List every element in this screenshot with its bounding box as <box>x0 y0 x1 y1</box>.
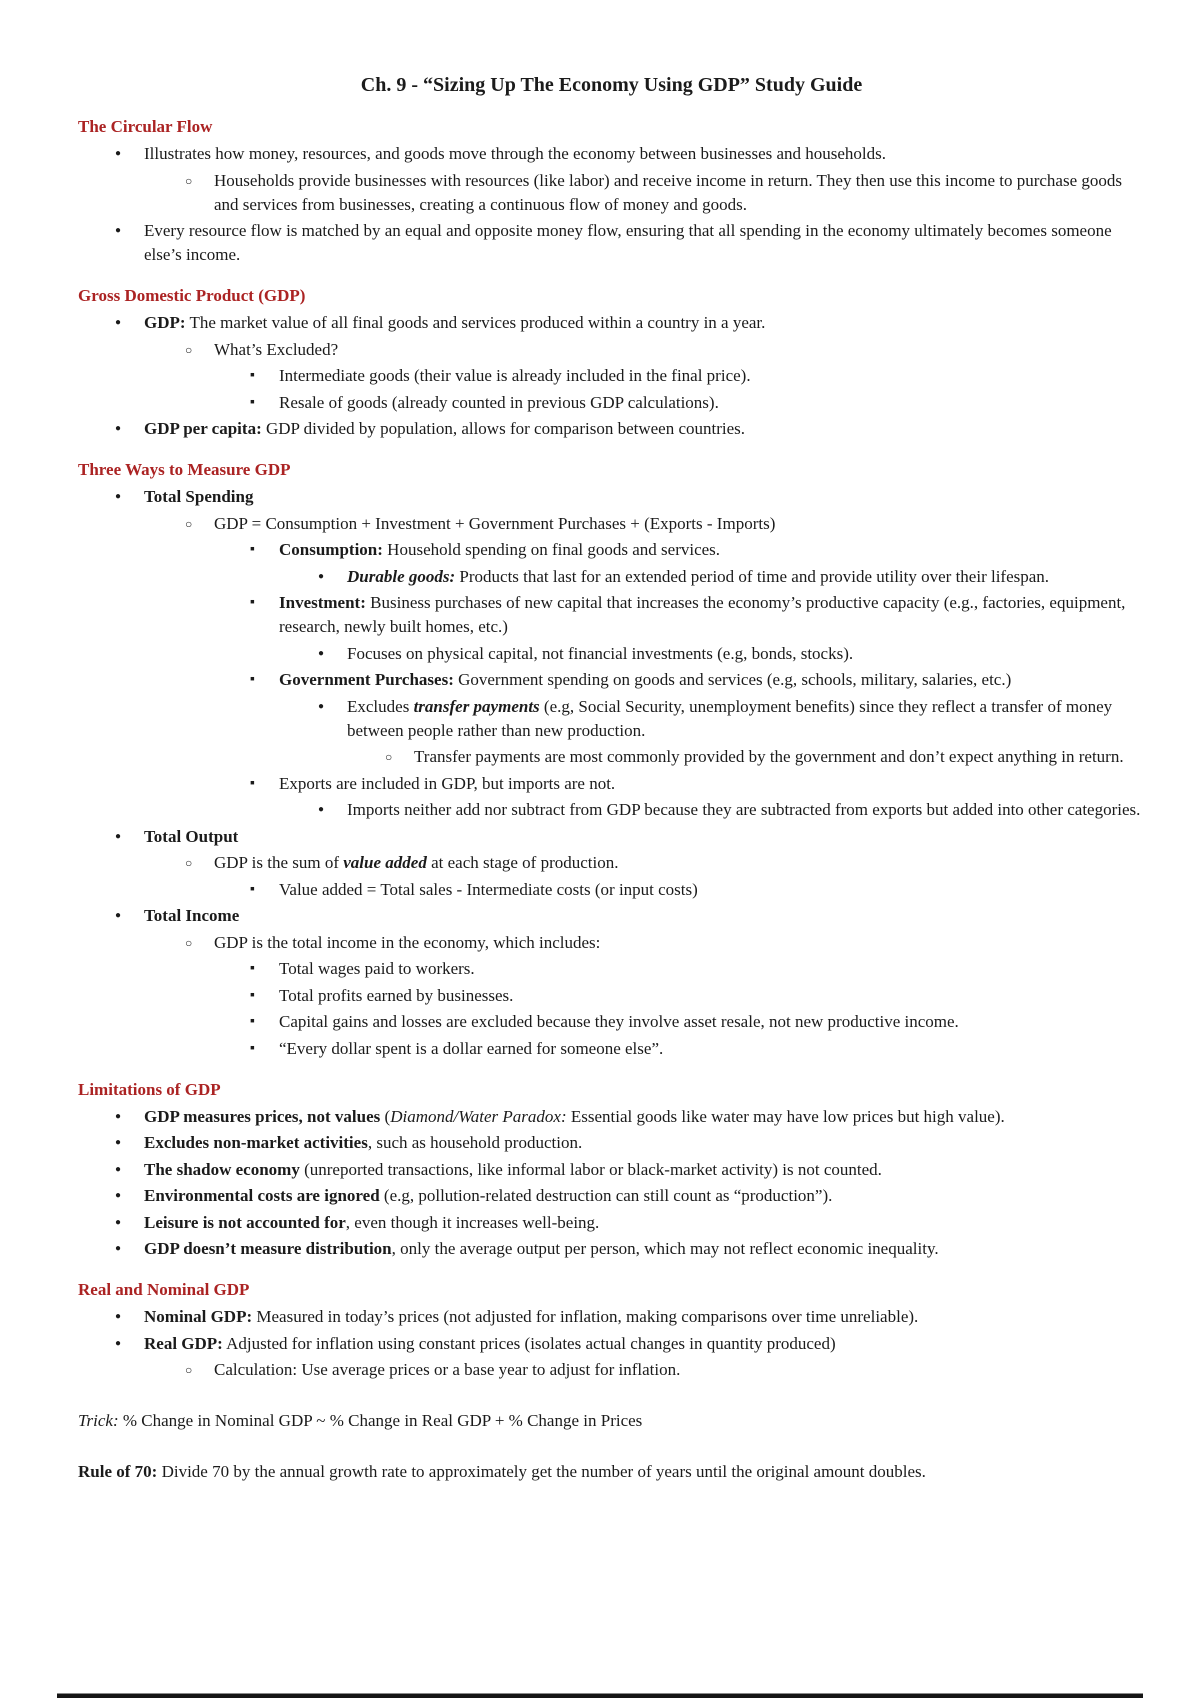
text-segment: Measured in today’s prices (not adjusted for inflation, making comparisons over time unreliable). <box>252 1307 919 1326</box>
list-item <box>250 957 1145 981</box>
list-item-text <box>144 1237 1145 1261</box>
list-item <box>115 1237 1145 1261</box>
list-item <box>250 364 1145 388</box>
list-item-text <box>144 825 1145 849</box>
text-segment: at each stage of production. <box>426 853 619 872</box>
text-segment: The shadow economy <box>144 1159 300 1179</box>
section-heading: Limitations of GDP <box>78 1079 221 1099</box>
list-item-text <box>279 772 1145 796</box>
text-segment: The market value of all final goods and services produced within a country in a year. <box>185 313 766 332</box>
list-item-text <box>144 1305 1145 1329</box>
text-segment: , only the average output per person, which may not reflect economic inequality. <box>391 1239 939 1258</box>
bullet-disc-icon: ● <box>115 148 122 159</box>
text-segment: Total Spending <box>144 487 254 506</box>
text-segment: ( <box>380 1106 391 1126</box>
text-segment: GDP doesn’t measure distribution <box>144 1239 392 1258</box>
document-title: Ch. 9 - “Sizing Up The Economy Using GDP” Study Guide <box>360 74 863 96</box>
text-segment: Value added = Total sales - Intermediate costs (or input costs) <box>279 879 698 899</box>
bullet-square-icon: ▪ <box>250 368 255 383</box>
list-item <box>250 391 1145 415</box>
bullet-square-icon: ▪ <box>250 961 255 976</box>
list-item <box>318 798 1145 822</box>
list-item <box>250 878 1145 902</box>
text-segment: Excludes non-market activities <box>144 1133 368 1152</box>
section-heading: The Circular Flow <box>78 117 213 136</box>
text-segment: Environmental costs are ignored <box>144 1186 380 1205</box>
list-item <box>115 1184 1145 1208</box>
text-segment: Leisure is not accounted for <box>144 1212 346 1232</box>
document-sections <box>78 115 1145 1382</box>
list-item <box>250 538 1145 562</box>
text-segment: value added <box>343 853 427 872</box>
text-segment: (unreported transactions, like informal labor or black-market activity) is not counted. <box>299 1159 882 1179</box>
bullet-square-icon: ▪ <box>250 1014 255 1029</box>
list-item-text <box>279 1010 1145 1034</box>
list-item <box>185 931 1145 955</box>
bullet-square-icon: ▪ <box>250 542 255 557</box>
list-item-text <box>144 1105 1145 1129</box>
bullet-disc-icon: ● <box>115 1243 122 1254</box>
list-item-text <box>279 391 1145 415</box>
list-item-text <box>347 695 1145 743</box>
bullet-circle-icon: ○ <box>385 750 393 764</box>
bullet-disc-icon: ● <box>115 1110 122 1122</box>
bottom-divider-bar <box>57 1693 1143 1698</box>
text-segment: GDP measures prices, not values <box>144 1106 381 1126</box>
section-heading: Three Ways to Measure GDP <box>78 460 291 479</box>
list-item <box>115 1332 1145 1356</box>
list-item-text <box>144 311 1145 335</box>
list-item <box>115 1211 1145 1235</box>
text-segment: Investment: <box>279 593 366 612</box>
text-segment: Total Income <box>144 906 240 925</box>
bullet-square-icon: ▪ <box>250 672 255 687</box>
list-item-text <box>279 591 1145 639</box>
bullet-circle-icon: ○ <box>185 173 193 188</box>
bullet-disc-icon: ● <box>115 225 122 236</box>
bullet-square-icon: ▪ <box>250 394 255 410</box>
text-segment: Capital gains and losses are excluded because they involve asset resale, not new productive income. <box>279 1012 959 1031</box>
text-segment: Consumption: <box>279 540 383 559</box>
list-item <box>115 142 1145 166</box>
list-item <box>115 417 1145 441</box>
text-segment: Business purchases of new capital that increases the economy’s productive capacity (e.g., factories, equipment, research, newly built homes, etc.) <box>279 593 1126 636</box>
list-item-text <box>144 1184 1145 1208</box>
text-segment: Durable goods: <box>347 566 456 586</box>
list-item-text <box>347 798 1145 822</box>
text-segment: Government spending on goods and services (e.g, schools, military, salaries, etc.) <box>453 670 1012 689</box>
list-item-text <box>214 1358 1145 1382</box>
list-item-text <box>279 668 1145 692</box>
text-segment: Intermediate goods (their value is already included in the final price). <box>279 366 751 385</box>
list-item <box>115 825 1145 849</box>
text-segment: Calculation: Use average prices or a base year to adjust for inflation. <box>214 1360 681 1379</box>
list-item <box>115 219 1145 267</box>
text-segment: Imports neither add nor subtract from GDP because they are subtracted from exports but added into other categories. <box>347 800 1141 819</box>
list-item <box>185 338 1145 362</box>
list-item-text <box>144 1158 1145 1182</box>
text-segment: Divide 70 by the annual growth rate to approximately get the number of years until the original amount doubles. <box>157 1462 926 1481</box>
bullet-disc-icon: ● <box>115 1216 122 1228</box>
text-segment: Total profits earned by businesses. <box>279 985 514 1005</box>
bullet-disc-icon: ● <box>115 830 122 842</box>
bullet-disc-icon: ● <box>115 910 122 921</box>
bullet-circle-icon: ○ <box>185 516 193 531</box>
text-segment: Nominal GDP: <box>144 1307 253 1326</box>
text-segment: Rule of 70: <box>78 1462 158 1481</box>
text-segment: , such as household production. <box>367 1133 583 1152</box>
list-item <box>115 1158 1145 1182</box>
list-item-text <box>279 364 1145 388</box>
text-segment: Focuses on physical capital, not financial investments (e.g, bonds, stocks). <box>347 643 854 663</box>
list-item-text <box>214 338 1145 362</box>
list-item-text <box>144 904 1145 928</box>
bullet-disc-icon: ● <box>318 647 325 659</box>
list-item <box>115 311 1145 335</box>
bullet-disc-icon: ● <box>115 423 122 434</box>
document-footnotes <box>78 1409 1145 1484</box>
list-item-text <box>144 1211 1145 1235</box>
text-segment: GDP is the sum of <box>214 853 344 872</box>
list-item <box>250 1037 1145 1061</box>
list-item-text <box>279 538 1145 562</box>
list-item-text <box>144 219 1145 267</box>
list-item-text <box>144 417 1145 441</box>
bullet-disc-icon: ● <box>115 1337 122 1349</box>
text-segment: What’s Excluded? <box>214 339 339 359</box>
list-item <box>115 904 1145 928</box>
bullet-circle-icon: ○ <box>185 1363 193 1377</box>
list-item <box>318 565 1145 589</box>
bullet-disc-icon: ● <box>115 1190 122 1201</box>
text-segment: GDP is the total income in the economy, which includes: <box>214 932 601 952</box>
text-segment: (e.g, Social Security, unemployment benefits) since they reflect a transfer of money between people rather than new production. <box>347 696 1113 740</box>
list-item <box>385 745 1145 769</box>
list-item <box>115 1105 1145 1129</box>
list-item-text <box>144 485 1145 509</box>
text-segment: Transfer payments are most commonly provided by the government and don’t expect anything in return. <box>414 747 1124 766</box>
bullet-disc-icon: ● <box>115 1311 122 1322</box>
list-item-text <box>144 142 1145 166</box>
list-item <box>185 169 1145 217</box>
list-item-text <box>144 1131 1145 1155</box>
list-item <box>318 642 1145 666</box>
text-segment: Real GDP: <box>144 1333 223 1353</box>
text-segment: GDP divided by population, allows for comparison between countries. <box>261 419 746 438</box>
list-item <box>185 1358 1145 1382</box>
list-item-text <box>279 1037 1145 1061</box>
text-segment: Household spending on final goods and services. <box>382 540 721 559</box>
text-segment: GDP per capita: <box>144 419 262 438</box>
list-item-text <box>214 169 1145 217</box>
list-item <box>318 695 1145 743</box>
bullet-circle-icon: ○ <box>185 935 193 950</box>
text-segment: Every resource flow is matched by an equal and opposite money flow, ensuring that all spending in the economy ultimately becomes someone else’s income. <box>144 221 1112 264</box>
text-segment: % Change in Nominal GDP ~ % Change in Real GDP + % Change in Prices <box>118 1411 643 1430</box>
bullet-square-icon: ▪ <box>250 1040 255 1056</box>
bullet-square-icon: ▪ <box>250 881 255 897</box>
bullet-square-icon: ▪ <box>250 775 255 791</box>
list-item-text <box>414 745 1145 769</box>
bullet-disc-icon: ● <box>115 1163 122 1175</box>
bullet-square-icon: ▪ <box>250 595 255 610</box>
text-segment: Total wages paid to workers. <box>279 959 475 978</box>
list-item <box>250 591 1145 639</box>
text-segment: , even though it increases well-being. <box>345 1212 600 1232</box>
list-item <box>185 851 1145 875</box>
text-segment: transfer payments <box>413 696 540 716</box>
text-segment: Diamond/Water Paradox: <box>390 1106 567 1126</box>
section-heading: Real and Nominal GDP <box>78 1280 250 1299</box>
list-item-text <box>144 1332 1145 1356</box>
footnote-paragraph <box>78 1409 1145 1433</box>
text-segment: Resale of goods (already counted in previous GDP calculations). <box>279 392 719 412</box>
text-segment: (e.g, pollution-related destruction can still count as “production”). <box>379 1186 833 1205</box>
text-segment: Trick: <box>78 1411 119 1430</box>
list-item <box>115 485 1145 509</box>
list-item-text <box>347 565 1145 589</box>
list-item <box>250 668 1145 692</box>
list-item-text <box>279 957 1145 981</box>
text-segment: Illustrates how money, resources, and goods move through the economy between businesses and households. <box>144 144 887 163</box>
bullet-disc-icon: ● <box>318 700 325 712</box>
bullet-square-icon: ▪ <box>250 987 255 1003</box>
list-item <box>185 512 1145 536</box>
list-item <box>115 1131 1145 1155</box>
text-segment: Adjusted for inflation using constant prices (isolates actual changes in quantity produced) <box>222 1333 836 1353</box>
text-segment: “Every dollar spent is a dollar earned for someone else”. <box>279 1038 664 1058</box>
text-segment: Households provide businesses with resources (like labor) and receive income in return. They then use this income to purchase goods and services from businesses, creating a continuous flow of money and goods. <box>214 170 1123 214</box>
list-item-text <box>347 642 1145 666</box>
list-item-text <box>279 878 1145 902</box>
section-heading: Gross Domestic Product (GDP) <box>78 286 306 305</box>
text-segment: GDP: <box>144 313 186 332</box>
list-item-text <box>214 931 1145 955</box>
list-item <box>250 984 1145 1008</box>
bullet-circle-icon: ○ <box>185 342 193 357</box>
bullet-circle-icon: ○ <box>185 856 193 870</box>
text-segment: Excludes <box>347 696 414 716</box>
text-segment: Exports are included in GDP, but imports are not. <box>279 773 616 793</box>
list-item-text <box>279 984 1145 1008</box>
bullet-disc-icon: ● <box>318 804 325 815</box>
text-segment: Total Output <box>144 826 239 846</box>
list-item <box>250 1010 1145 1034</box>
text-segment: Government Purchases: <box>279 670 454 689</box>
bullet-disc-icon: ● <box>115 317 122 328</box>
list-item <box>115 1305 1145 1329</box>
list-item <box>250 772 1145 796</box>
list-item-text <box>214 851 1145 875</box>
bullet-disc-icon: ● <box>318 570 325 582</box>
bullet-disc-icon: ● <box>115 491 122 502</box>
footnote-paragraph <box>78 1460 1145 1484</box>
bullet-disc-icon: ● <box>115 1137 122 1148</box>
text-segment: GDP = Consumption + Investment + Government Purchases + (Exports - Imports) <box>214 513 776 533</box>
list-item-text <box>214 512 1145 536</box>
text-segment: Essential goods like water may have low prices but high value). <box>566 1106 1005 1126</box>
text-segment: Products that last for an extended period of time and provide utility over their lifespan. <box>455 566 1050 586</box>
